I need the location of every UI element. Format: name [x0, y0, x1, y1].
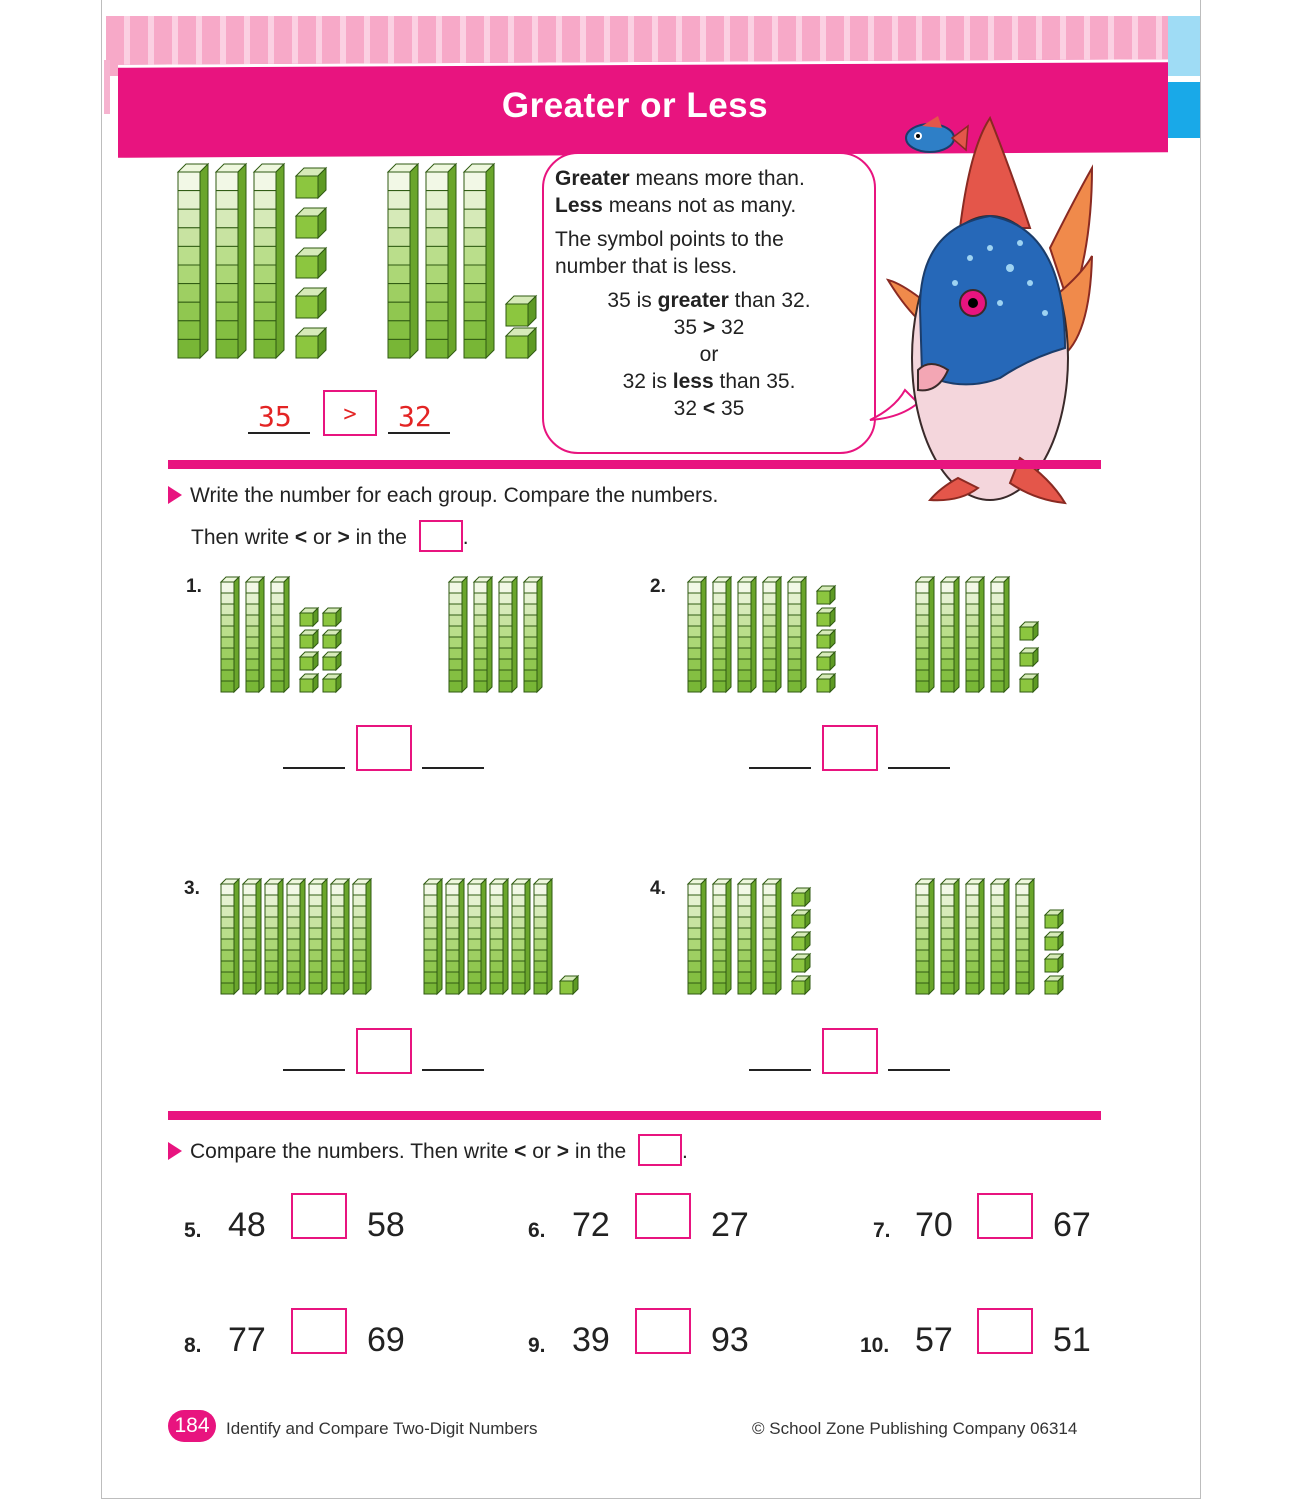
p3-right-ten-rod [446, 884, 459, 895]
callout-ex1-a: 35 is [607, 289, 658, 312]
p3-right-ten-rod [534, 884, 547, 895]
problem-1-blank-left[interactable] [283, 767, 345, 769]
problem-6-label: 6. [528, 1219, 546, 1242]
problem-9-a: 39 [572, 1321, 610, 1359]
p2-left-ten-rod [788, 582, 801, 593]
callout-ex3-a: 32 is [622, 370, 673, 393]
callout-ex2-symbol: > [702, 316, 716, 339]
problem-10-symbol-box[interactable] [977, 1308, 1033, 1354]
callout-ex1-bold: greater [657, 289, 729, 312]
footer-copyright: © School Zone Publishing Company 06314 [752, 1419, 1078, 1438]
p3-left-ten-rod [221, 884, 234, 895]
example-left-one-cube [296, 256, 318, 278]
problem-1-blank-right[interactable] [422, 767, 484, 769]
problem-9-symbol-box[interactable] [635, 1308, 691, 1354]
footer-topic: Identify and Compare Two-Digit Numbers [226, 1419, 538, 1438]
callout-ex4-a: 32 [673, 397, 703, 420]
problem-8-label: 8. [184, 1334, 202, 1357]
p2-right-one-cube [1020, 679, 1033, 692]
example-left-ten-rod [216, 172, 238, 191]
problem-5-b: 58 [367, 1206, 405, 1244]
p3-left-ten-rod [265, 884, 278, 895]
example-symbol: > [343, 402, 357, 427]
p1-left-one-cube [323, 657, 336, 670]
p2-right-ten-rod [966, 582, 979, 593]
problem-2-blank-right[interactable] [888, 767, 950, 769]
p4-left-one-cube [792, 981, 805, 994]
p1-left-one-cube [323, 635, 336, 648]
instr2-box-icon [638, 1134, 682, 1166]
instr-in-the: in the [349, 526, 413, 549]
example-right-one-cube [506, 304, 528, 326]
problem-4-label: 4. [650, 878, 666, 899]
problem-6-b: 27 [711, 1206, 749, 1244]
example-left-ten-rod [254, 172, 276, 191]
p3-left-ten-rod [287, 884, 300, 895]
small-fish-illustration [906, 116, 968, 152]
callout-ex3-b: than 35. [713, 370, 796, 393]
example-right-ten-rod [388, 172, 410, 191]
p4-right-one-cube [1045, 959, 1058, 972]
section1-instruction-line1 [168, 484, 718, 508]
example-left-number: 35 [258, 400, 292, 433]
p1-left-ten-rod [271, 582, 284, 593]
callout-ex4-b: 35 [715, 397, 745, 420]
callout-symbol-rule-1: The symbol points to the [555, 228, 784, 251]
example-left-one-cube [296, 296, 318, 318]
instr-box-icon [419, 520, 463, 552]
problem-7-label: 7. [873, 1219, 891, 1242]
fish-illustration [860, 108, 1100, 508]
problem-10-b: 51 [1053, 1321, 1091, 1359]
problem-7-symbol-box[interactable] [977, 1193, 1033, 1239]
p2-right-one-cube [1020, 627, 1033, 640]
p2-left-one-cube [817, 679, 830, 692]
p1-right-ten-rod [449, 582, 462, 593]
problem-10-label: 10. [860, 1334, 890, 1357]
p4-right-one-cube [1045, 937, 1058, 950]
example-right-number: 32 [398, 400, 432, 433]
p2-left-ten-rod [738, 582, 751, 593]
p3-right-ten-rod [424, 884, 437, 895]
p1-left-one-cube [323, 613, 336, 626]
example-left-one-cube [296, 216, 318, 238]
callout-greater-def: means more than. [629, 167, 805, 190]
problem-1-symbol-box[interactable] [356, 725, 412, 771]
p3-right-ten-rod [490, 884, 503, 895]
problem-10-a: 57 [915, 1321, 953, 1359]
p3-left-ten-rod [309, 884, 322, 895]
p4-left-one-cube [792, 915, 805, 928]
callout-ex3-bold: less [672, 370, 714, 393]
problem-3-blank-right[interactable] [422, 1069, 484, 1071]
definition-callout [542, 152, 876, 454]
p2-left-ten-rod [713, 582, 726, 593]
problem-8-a: 77 [228, 1321, 266, 1359]
problem-5-label: 5. [184, 1219, 202, 1242]
problem-3-symbol-box[interactable] [356, 1028, 412, 1074]
example-left-one-cube [296, 336, 318, 358]
p2-left-ten-rod [763, 582, 776, 593]
problem-5-symbol-box[interactable] [291, 1193, 347, 1239]
instr-then-write: Then write [191, 526, 295, 549]
p1-right-ten-rod [499, 582, 512, 593]
section1-instruction-text: Write the number for each group. Compare the numbers. [190, 484, 719, 507]
problem-4-blank-right[interactable] [888, 1069, 950, 1071]
p4-left-one-cube [792, 893, 805, 906]
p2-right-ten-rod [991, 582, 1004, 593]
instr2-compare-text: Compare the numbers. Then write [190, 1140, 515, 1163]
p4-left-ten-rod [763, 884, 776, 895]
problem-6-a: 72 [572, 1206, 610, 1244]
example-right-ten-rod [426, 172, 448, 191]
problem-2-label: 2. [650, 576, 666, 597]
section-divider-top [168, 460, 1101, 469]
p3-right-one-cube [560, 981, 573, 994]
p4-right-one-cube [1045, 915, 1058, 928]
callout-ex2-a: 35 [673, 316, 703, 339]
problem-4-symbol-box[interactable] [822, 1028, 878, 1074]
p4-right-ten-rod [941, 884, 954, 895]
callout-ex2-b: 32 [715, 316, 745, 339]
callout-ex1-b: than 32. [728, 289, 811, 312]
callout-less-def: means not as many. [602, 194, 797, 217]
section2-instruction [168, 1134, 688, 1166]
p2-left-one-cube [817, 613, 830, 626]
section1-instruction-line2 [191, 520, 469, 552]
problem-4-blank-left[interactable] [749, 1069, 811, 1071]
p3-right-ten-rod [468, 884, 481, 895]
p1-left-ten-rod [221, 582, 234, 593]
p1-left-one-cube [323, 679, 336, 692]
problem-3-label: 3. [184, 878, 200, 899]
p1-left-one-cube [300, 657, 313, 670]
instr-period: . [462, 526, 469, 549]
example-left-one-cube [296, 176, 318, 198]
instr2-lt-symbol: < [514, 1140, 527, 1163]
p2-right-one-cube [1020, 653, 1033, 666]
callout-ex4-symbol: < [702, 397, 716, 420]
section-divider-bottom [168, 1111, 1101, 1120]
p2-left-one-cube [817, 657, 830, 670]
problem-5-a: 48 [228, 1206, 266, 1244]
p4-right-ten-rod [966, 884, 979, 895]
problem-8-symbol-box[interactable] [291, 1308, 347, 1354]
problem-8-b: 69 [367, 1321, 405, 1359]
callout-symbol-rule-2: number that is less. [555, 255, 738, 278]
page-title: Greater or Less [501, 86, 769, 125]
callout-or: or [699, 343, 719, 366]
p1-left-ten-rod [246, 582, 259, 593]
p3-left-ten-rod [243, 884, 256, 895]
instr2-in-the: in the [568, 1140, 633, 1163]
p1-right-ten-rod [524, 582, 537, 593]
p2-left-one-cube [817, 635, 830, 648]
p1-left-one-cube [300, 635, 313, 648]
p1-left-one-cube [300, 679, 313, 692]
p2-left-one-cube [817, 591, 830, 604]
problem-9-b: 93 [711, 1321, 749, 1359]
example-right-one-cube [506, 336, 528, 358]
p4-right-ten-rod [916, 884, 929, 895]
example-left-ten-rod [178, 172, 200, 191]
p4-right-ten-rod [991, 884, 1004, 895]
p1-right-ten-rod [474, 582, 487, 593]
instr2-period: . [682, 1140, 688, 1163]
problem-9-label: 9. [528, 1334, 546, 1357]
triangle-bullet-icon [168, 1142, 182, 1160]
page-number-badge: 184 [168, 1410, 216, 1442]
problem-7-a: 70 [915, 1206, 953, 1244]
callout-less-term: Less [555, 194, 603, 217]
problem-2-blank-left[interactable] [749, 767, 811, 769]
example-right-ten-rod [464, 172, 486, 191]
p2-right-ten-rod [941, 582, 954, 593]
p3-right-ten-rod [512, 884, 525, 895]
p4-left-one-cube [792, 937, 805, 950]
instr-or: or [307, 526, 338, 549]
p2-right-ten-rod [916, 582, 929, 593]
p4-left-ten-rod [713, 884, 726, 895]
problem-1-label: 1. [186, 576, 202, 597]
instr-lt-symbol: < [294, 526, 308, 549]
p4-left-ten-rod [688, 884, 701, 895]
problem-6-symbol-box[interactable] [635, 1193, 691, 1239]
p1-left-one-cube [300, 613, 313, 626]
p3-left-ten-rod [353, 884, 366, 895]
callout-greater-term: Greater [555, 167, 630, 190]
p4-left-one-cube [792, 959, 805, 972]
instr-gt-symbol: > [337, 526, 350, 549]
p3-left-ten-rod [331, 884, 344, 895]
p2-left-ten-rod [688, 582, 701, 593]
p4-right-ten-rod [1016, 884, 1029, 895]
triangle-bullet-icon [168, 486, 182, 504]
p4-left-ten-rod [738, 884, 751, 895]
instr2-gt-symbol: > [556, 1140, 569, 1163]
problem-7-b: 67 [1053, 1206, 1091, 1244]
problem-2-symbol-box[interactable] [822, 725, 878, 771]
problem-3-blank-left[interactable] [283, 1069, 345, 1071]
p4-right-one-cube [1045, 981, 1058, 994]
instr2-or: or [526, 1140, 557, 1163]
